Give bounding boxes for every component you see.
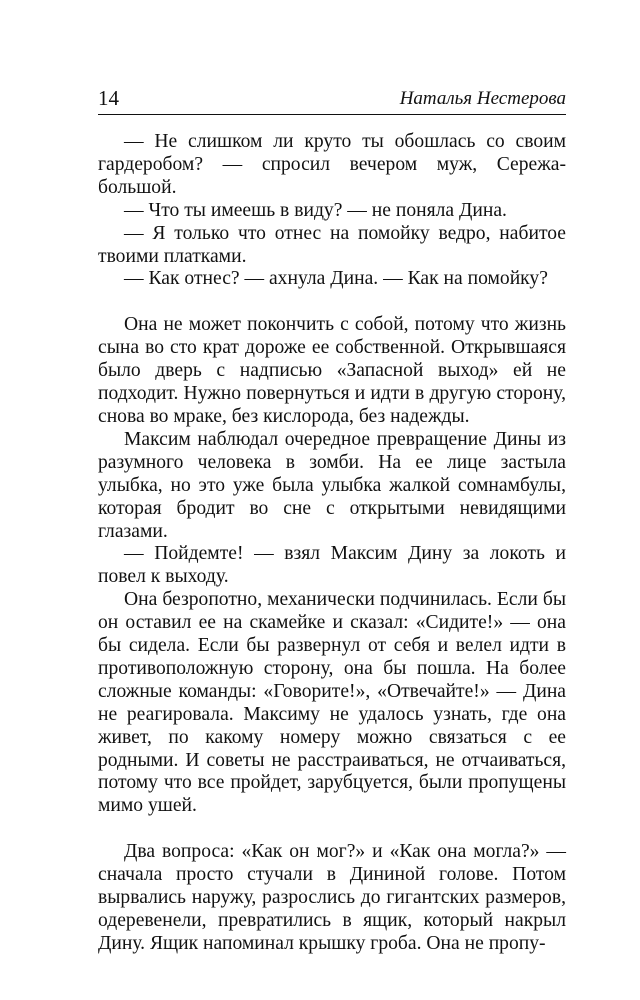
page-header [98, 84, 566, 115]
paragraph: — Не слишком ли круто ты обошлась со своим гардеробом? — спросил вечером муж, Сережа-большой. [98, 131, 566, 198]
paragraph: Два вопроса: «Как он мог?» и «Как она могла?» — сначала просто стучали в Дининой голове. Потом вырвались наружу, разрослись до гигантских размеров, одеревенели, превратились в ящик, который накрыл Дину. Ящик напоминал крышку гроба. Она не пропу- [98, 841, 566, 954]
paragraph: Максим наблюдал очередное превращение Дины из разумного человека в зомби. На ее лице застыла улыбка, но это уже была улыбка жалкой сомнамбулы, которая бродит во сне с открытыми невидящими глазами. [98, 428, 566, 542]
page-number: 14 [98, 86, 119, 110]
paragraph: — Что ты имеешь в виду? — не поняла Дина. [124, 199, 507, 221]
paragraph: — Пойдемте! — взял Максим Дину за локоть и повел к выходу. [98, 543, 566, 588]
paragraph: — Я только что отнес на помойку ведро, набитое твоими платками. [98, 222, 566, 267]
running-title: Наталья Нестерова [399, 88, 566, 109]
paragraph: — Как отнес? — ахнула Дина. — Как на помойку? [124, 268, 548, 290]
paragraph: Она безропотно, механически подчинилась. Если бы он оставил ее на скамейке и сказал: «Сидите!» — она бы сидела. Если бы развернул от себя и велел идти в противоположную сторону, она бы пошла. На более сложные команды: «Говорите!», «Отвечайте!» — Дина не реагировала. Максиму не удалось узнать, где она живет, по какому номеру можно связаться с ее родными. И советы не расстраиваться, не отчаиваться, потому что все пройдет, зарубцуется, были пропущены мимо ушей. [98, 589, 566, 817]
paragraph: Она не может покончить с собой, потому что жизнь сына во сто крат дороже ее собственной. Открывшаяся было дверь с надписью «Запасной выход» ей не подходит. Нужно повернуться и идти в другую сторону, снова во мраке, без кислорода, без надежды. [98, 314, 566, 427]
section-break [98, 291, 566, 314]
body-text [98, 131, 566, 956]
section-break [98, 818, 566, 841]
